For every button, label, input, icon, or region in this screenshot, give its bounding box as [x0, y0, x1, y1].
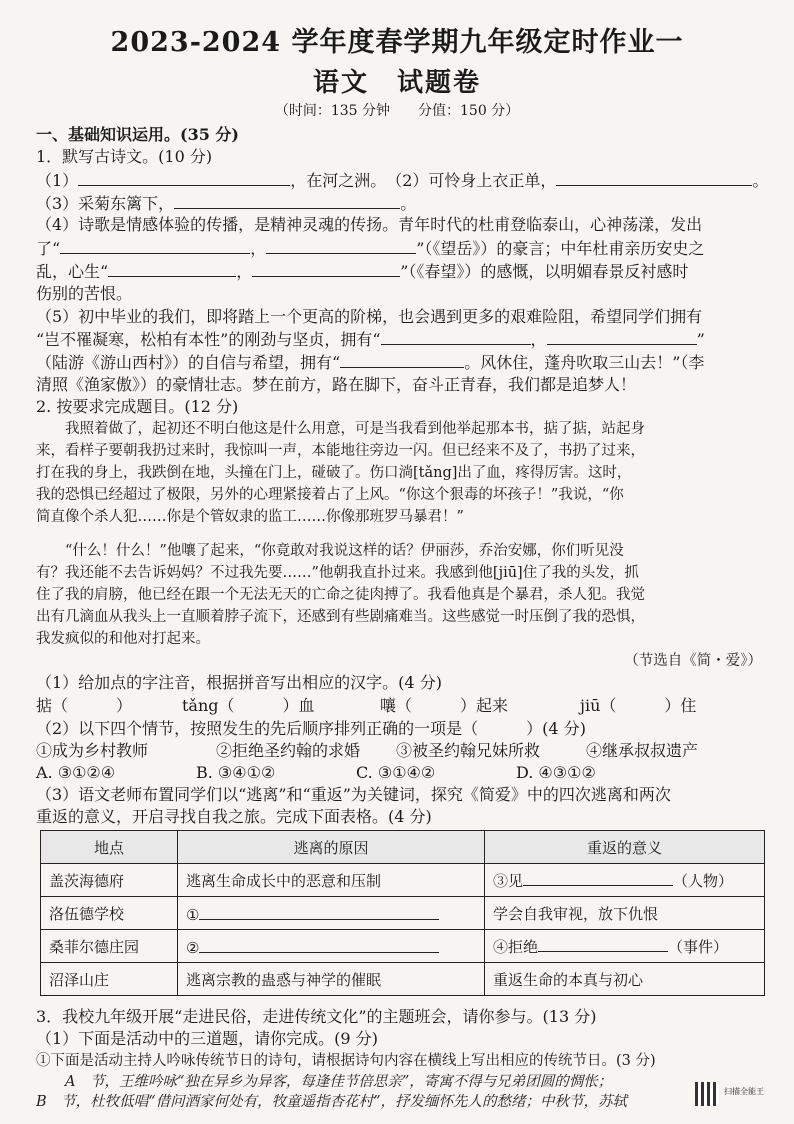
scanner-watermark: 扫描全能王 — [724, 1087, 764, 1096]
pinyin-item[interactable]: 掂（ ） — [36, 696, 133, 715]
table-row — [41, 930, 765, 963]
plot-item: ①成为乡村教师 — [36, 741, 149, 760]
plot-item: ②拒绝圣约翰的求婚 — [216, 741, 361, 760]
q2-sub1: （1）给加点的字注音，根据拼音写出相应的汉字。(4 分) — [36, 673, 442, 692]
passage-source: （节选自《简・爱》） — [624, 653, 762, 669]
q1-line-2: （3）采菊东篱下， 。 — [36, 194, 417, 213]
passage-line: “什么！什么！”他嚷了起来，“你竟敢对我说这样的话？伊丽莎，乔治安娜，你们听见没 — [36, 543, 624, 559]
answer-blank[interactable] — [538, 935, 668, 952]
pinyin-item[interactable]: jiū（ ）住 — [580, 696, 697, 715]
passage-line: 来，看样子要朝我扔过来时，我惊叫一声，本能地往旁边一闪。但已经来不及了，书扔了过来， — [36, 443, 645, 459]
q1-line-6: 伤别的苦恨。 — [36, 284, 133, 303]
passage-line: 简直像个杀人犯……你是个管奴隶的监工……你像那班罗马暴君！” — [36, 509, 464, 525]
answer-blank[interactable] — [547, 328, 697, 345]
question-2-title: 2. 按要求完成题目。(12 分) — [36, 397, 239, 416]
answer-blank[interactable] — [174, 192, 400, 209]
return-cell: 重返生命的本真与初心 — [485, 963, 765, 996]
qr-code-icon — [695, 1082, 719, 1106]
q3-item1: ①下面是活动主持人吟咏传统节日的诗句，请根据诗句内容在横线上写出相应的传统节日。(3 分) — [36, 1053, 656, 1069]
q1-line-3: （4）诗歌是情感体验的传播，是精神灵魂的传扬。青年时代的杜甫登临泰山，心神荡漾，发出 — [36, 215, 703, 234]
section-heading: 一、基础知识运用。(35 分) — [36, 125, 239, 144]
passage-line: 有？我还能不去告诉妈妈？不过我先要……”他朝我直扑过来。我感到他[jiū]住了我的头发，抓 — [36, 565, 639, 581]
reason-cell: 逃离宗教的蛊惑与神学的催眠 — [178, 963, 485, 996]
q3-handwritten-line: B 节，杜牧低唱“借问酒家何处有，牧童遥指杏花村”，抒发缅怀先人的愁绪；中秋节，苏轼 — [36, 1094, 627, 1110]
q2-sub3-line1: （3）语文老师布置同学们以“逃离”和“重返”为关键词，探究《简爱》中的四次逃离和两次 — [36, 785, 671, 804]
passage-line: 打在我的身上，我跌倒在地，头撞在门上，碰破了。伤口淌[tǎng]出了血，疼得厉害。这时， — [36, 465, 632, 481]
q2-sub3-line2: 重返的意义，开启寻找自我之旅。完成下面表格。(4 分) — [36, 807, 432, 826]
q2-sub2-items — [36, 740, 766, 762]
q3-sub1: （1）下面是活动中的三道题，请你完成。(9 分) — [36, 1029, 378, 1048]
q1-line-8: “岂不罹凝寒，松柏有本性”的刚劲与坚贞，拥有“ ， ” — [36, 330, 705, 349]
answer-blank[interactable] — [252, 260, 400, 277]
passage-line: 我的恐惧已经超过了极限，另外的心理紧接着占了上风。“你这个狠毒的坏孩子！”我说，“你 — [36, 487, 624, 503]
option-c[interactable]: C. ③①④② — [356, 763, 436, 782]
plot-item: ③被圣约翰兄妹所救 — [396, 741, 541, 760]
reason-cell: 逃离生命成长中的恶意和压制 — [178, 864, 485, 897]
option-a[interactable]: A. ③①②④ — [36, 763, 116, 782]
answer-blank[interactable] — [60, 237, 250, 254]
table-header-cell: 重返的意义 — [485, 831, 765, 864]
q1-line-5: 乱，心生“ ， ”（《春望》）的感慨，以明媚春景反衬感时 — [36, 262, 689, 281]
answer-blank[interactable] — [199, 936, 439, 953]
passage-line: 我发疯似的和他对打起来。 — [36, 631, 210, 647]
return-cell: ④拒绝 （事件） — [485, 930, 765, 963]
answer-blank[interactable] — [108, 260, 236, 277]
q2-sub2-options — [36, 762, 766, 784]
table-row — [41, 864, 765, 897]
answer-blank[interactable] — [199, 903, 439, 920]
table-header-cell: 地点 — [41, 831, 178, 864]
pinyin-item[interactable]: 嚷（ ）起来 — [380, 696, 509, 715]
passage-line: 出有几滴血从我头上一直顺着脖子流下，还感到有些剧痛难当。这些感觉一时压倒了我的恐惧， — [36, 609, 645, 625]
q2-sub1-items — [36, 695, 766, 717]
exploration-table — [40, 830, 765, 996]
q1-line-1: （1） ，在河之洲。 （2）可怜身上衣正单， 。 — [36, 171, 769, 190]
page-subtitle: 语文 试题卷 — [312, 68, 481, 98]
q2-sub2: （2）以下四个情节，按照发生的先后顺序排列正确的一项是（ ）(4 分) — [36, 719, 586, 738]
passage-line: 住了我的肩膀，他已经在跟一个无法无天的亡命之徒肉搏了。我看他真是个暴君，杀人犯。我觉 — [36, 587, 645, 603]
answer-blank[interactable] — [381, 328, 531, 345]
table-row — [41, 897, 765, 930]
q1-line-7: （5）初中毕业的我们，即将踏上一个更高的阶梯，也会遇到更多的艰难险阻，希望同学们拥有 — [36, 307, 703, 326]
table-header-row — [41, 831, 765, 864]
exam-meta: （时间：135 分钟 分值：150 分） — [274, 103, 520, 119]
table-row — [41, 963, 765, 996]
q1-line-10: 清照《渔家傲》）的豪情壮志。梦在前方，路在脚下，奋斗正青春，我们都是追梦人！ — [36, 375, 637, 394]
place-cell: 洛伍德学校 — [41, 897, 178, 930]
option-b[interactable]: B. ③④①② — [196, 763, 276, 782]
page-title: 2023-2024 学年度春学期九年级定时作业一 — [110, 27, 684, 58]
question-1-title: 1．默写古诗文。(10 分) — [36, 147, 213, 166]
place-cell: 沼泽山庄 — [41, 963, 178, 996]
plot-item: ④继承叔叔遗产 — [586, 741, 699, 760]
answer-blank[interactable] — [523, 869, 673, 886]
q1-line-9: （陆游《游山西村》）的自信与希望，拥有“ 。风休住，蓬舟吹取三山去！”（李 — [36, 353, 705, 372]
table-header-cell: 逃离的原因 — [178, 831, 485, 864]
q3-handwritten-line: A 节，王维吟咏“独在异乡为异客，每逢佳节倍思亲”，寄寓不得与兄弟团圆的惆怅； — [36, 1074, 613, 1090]
return-cell: 学会自我审视，放下仇恨 — [485, 897, 765, 930]
answer-blank[interactable] — [340, 351, 464, 368]
reason-cell: ① — [178, 897, 485, 930]
passage-line: 我照着做了，起初还不明白他这是什么用意，可是当我看到他举起那本书，掂了掂，站起身 — [36, 421, 645, 437]
answer-blank[interactable] — [266, 237, 416, 254]
question-3-title: 3．我校九年级开展“走进民俗，走进传统文化”的主题班会，请你参与。(13 分) — [36, 1007, 597, 1026]
return-cell: ③见 （人物） — [485, 864, 765, 897]
answer-blank[interactable] — [556, 169, 752, 186]
q1-line-4: 了“ ， ”（《望岳》）的豪言；中年杜甫亲历安史之 — [36, 239, 705, 258]
answer-blank[interactable] — [78, 169, 290, 186]
option-d[interactable]: D. ④③①② — [516, 763, 596, 782]
reason-cell: ② — [178, 930, 485, 963]
place-cell: 桑菲尔德庄园 — [41, 930, 178, 963]
pinyin-item[interactable]: tǎng（ ）血 — [182, 696, 315, 715]
place-cell: 盖茨海德府 — [41, 864, 178, 897]
